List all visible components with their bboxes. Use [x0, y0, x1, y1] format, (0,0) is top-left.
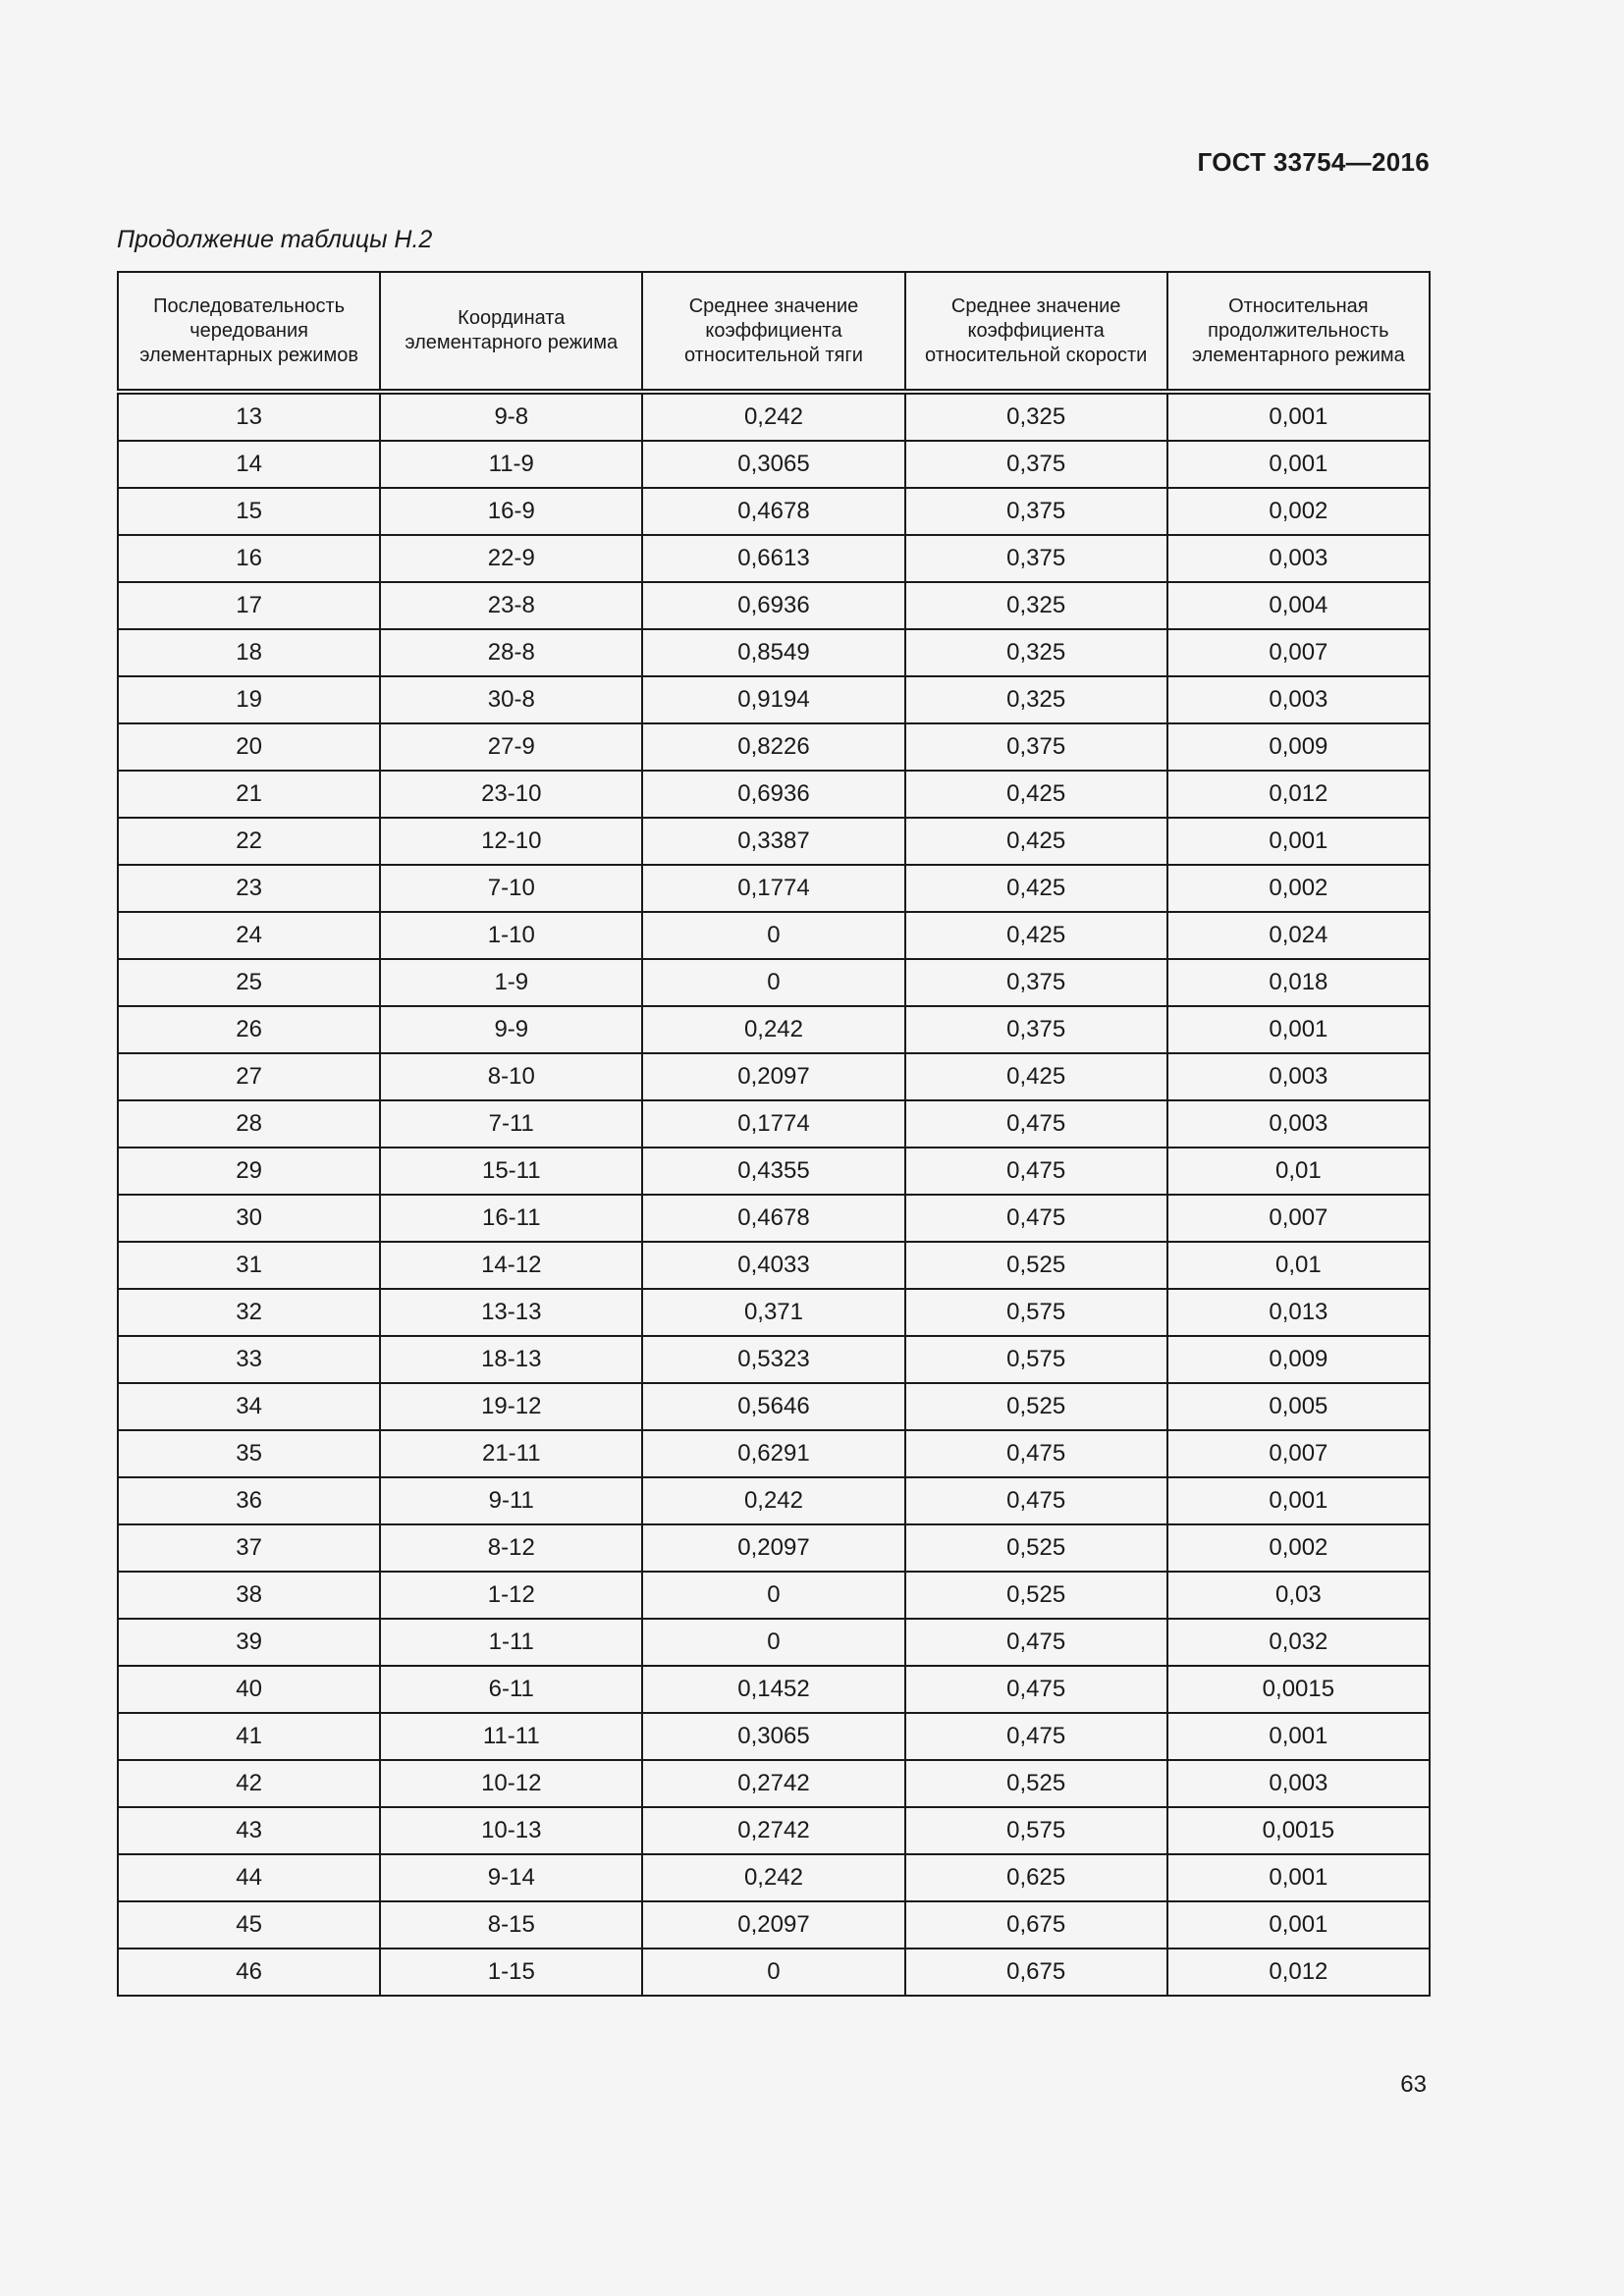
- cell-coordinate: 30-8: [380, 676, 642, 723]
- cell-speed: 0,475: [905, 1100, 1167, 1148]
- cell-speed: 0,375: [905, 959, 1167, 1006]
- cell-speed: 0,575: [905, 1807, 1167, 1854]
- cell-sequence: 15: [118, 488, 380, 535]
- table-row: [118, 1430, 1430, 1477]
- cell-sequence: 30: [118, 1195, 380, 1242]
- cell-duration: 0,003: [1167, 676, 1430, 723]
- cell-thrust: 0,3065: [642, 1713, 904, 1760]
- cell-coordinate: 1-11: [380, 1619, 642, 1666]
- cell-sequence: 20: [118, 723, 380, 771]
- table-row: [118, 818, 1430, 865]
- page-number: 63: [1400, 2071, 1427, 2098]
- cell-coordinate: 10-13: [380, 1807, 642, 1854]
- column-header-speed: Среднее значение коэффициента относительной скорости: [905, 272, 1167, 392]
- cell-sequence: 26: [118, 1006, 380, 1053]
- cell-duration: 0,003: [1167, 1053, 1430, 1100]
- table-row: [118, 582, 1430, 629]
- cell-thrust: 0,6936: [642, 582, 904, 629]
- cell-duration: 0,0015: [1167, 1807, 1430, 1854]
- cell-coordinate: 18-13: [380, 1336, 642, 1383]
- cell-sequence: 24: [118, 912, 380, 959]
- cell-coordinate: 9-9: [380, 1006, 642, 1053]
- cell-coordinate: 11-11: [380, 1713, 642, 1760]
- cell-speed: 0,475: [905, 1477, 1167, 1524]
- cell-coordinate: 12-10: [380, 818, 642, 865]
- document-standard-number: ГОСТ 33754—2016: [1197, 147, 1430, 177]
- cell-duration: 0,003: [1167, 535, 1430, 582]
- table-row: [118, 1477, 1430, 1524]
- cell-coordinate: 1-10: [380, 912, 642, 959]
- cell-duration: 0,007: [1167, 629, 1430, 676]
- cell-thrust: 0,3065: [642, 441, 904, 488]
- table-row: [118, 676, 1430, 723]
- cell-thrust: 0,4355: [642, 1148, 904, 1195]
- table-row: [118, 1383, 1430, 1430]
- table-row: [118, 392, 1430, 441]
- table-row: [118, 1760, 1430, 1807]
- cell-speed: 0,375: [905, 488, 1167, 535]
- table-row: [118, 1006, 1430, 1053]
- cell-duration: 0,013: [1167, 1289, 1430, 1336]
- table-row: [118, 1619, 1430, 1666]
- cell-coordinate: 1-9: [380, 959, 642, 1006]
- column-header-duration: Относительная продолжительность элементарного режима: [1167, 272, 1430, 392]
- cell-duration: 0,002: [1167, 488, 1430, 535]
- table-row: [118, 1336, 1430, 1383]
- cell-speed: 0,475: [905, 1430, 1167, 1477]
- cell-coordinate: 22-9: [380, 535, 642, 582]
- cell-duration: 0,001: [1167, 1901, 1430, 1949]
- cell-coordinate: 11-9: [380, 441, 642, 488]
- cell-coordinate: 23-10: [380, 771, 642, 818]
- cell-speed: 0,525: [905, 1760, 1167, 1807]
- table-row: [118, 1901, 1430, 1949]
- cell-coordinate: 8-10: [380, 1053, 642, 1100]
- cell-speed: 0,525: [905, 1242, 1167, 1289]
- cell-coordinate: 9-8: [380, 392, 642, 441]
- cell-thrust: 0,242: [642, 392, 904, 441]
- cell-coordinate: 15-11: [380, 1148, 642, 1195]
- table-row: [118, 1713, 1430, 1760]
- cell-duration: 0,001: [1167, 1006, 1430, 1053]
- cell-duration: 0,012: [1167, 1949, 1430, 1996]
- cell-coordinate: 23-8: [380, 582, 642, 629]
- table-caption: Продолжение таблицы Н.2: [117, 226, 433, 253]
- cell-thrust: 0,8226: [642, 723, 904, 771]
- table-row: [118, 912, 1430, 959]
- cell-coordinate: 9-11: [380, 1477, 642, 1524]
- table-row: [118, 488, 1430, 535]
- cell-duration: 0,003: [1167, 1100, 1430, 1148]
- table-row: [118, 1807, 1430, 1854]
- cell-duration: 0,002: [1167, 1524, 1430, 1572]
- cell-speed: 0,475: [905, 1666, 1167, 1713]
- cell-speed: 0,475: [905, 1195, 1167, 1242]
- cell-coordinate: 1-12: [380, 1572, 642, 1619]
- cell-speed: 0,425: [905, 865, 1167, 912]
- cell-speed: 0,425: [905, 771, 1167, 818]
- cell-duration: 0,012: [1167, 771, 1430, 818]
- cell-speed: 0,475: [905, 1619, 1167, 1666]
- cell-sequence: 25: [118, 959, 380, 1006]
- cell-thrust: 0: [642, 1619, 904, 1666]
- table-row: [118, 1949, 1430, 1996]
- table-row: [118, 1100, 1430, 1148]
- cell-thrust: 0,5646: [642, 1383, 904, 1430]
- cell-thrust: 0,4678: [642, 1195, 904, 1242]
- table-row: [118, 629, 1430, 676]
- cell-thrust: 0,4033: [642, 1242, 904, 1289]
- cell-sequence: 42: [118, 1760, 380, 1807]
- cell-sequence: 28: [118, 1100, 380, 1148]
- table-row: [118, 535, 1430, 582]
- cell-coordinate: 19-12: [380, 1383, 642, 1430]
- cell-sequence: 27: [118, 1053, 380, 1100]
- cell-speed: 0,575: [905, 1289, 1167, 1336]
- table-row: [118, 1524, 1430, 1572]
- cell-sequence: 32: [118, 1289, 380, 1336]
- cell-sequence: 37: [118, 1524, 380, 1572]
- cell-coordinate: 7-11: [380, 1100, 642, 1148]
- cell-thrust: 0,4678: [642, 488, 904, 535]
- cell-thrust: 0,6291: [642, 1430, 904, 1477]
- cell-thrust: 0,242: [642, 1477, 904, 1524]
- column-header-thrust: Среднее значение коэффициента относительной тяги: [642, 272, 904, 392]
- cell-thrust: 0,1774: [642, 865, 904, 912]
- cell-coordinate: 27-9: [380, 723, 642, 771]
- cell-sequence: 43: [118, 1807, 380, 1854]
- cell-speed: 0,375: [905, 723, 1167, 771]
- cell-coordinate: 9-14: [380, 1854, 642, 1901]
- cell-thrust: 0: [642, 1572, 904, 1619]
- cell-speed: 0,325: [905, 676, 1167, 723]
- cell-sequence: 19: [118, 676, 380, 723]
- table-row: [118, 1242, 1430, 1289]
- table-row: [118, 771, 1430, 818]
- cell-speed: 0,525: [905, 1383, 1167, 1430]
- cell-coordinate: 28-8: [380, 629, 642, 676]
- cell-sequence: 18: [118, 629, 380, 676]
- cell-duration: 0,0015: [1167, 1666, 1430, 1713]
- cell-thrust: 0,5323: [642, 1336, 904, 1383]
- cell-speed: 0,625: [905, 1854, 1167, 1901]
- table-row: [118, 723, 1430, 771]
- cell-coordinate: 16-11: [380, 1195, 642, 1242]
- cell-sequence: 17: [118, 582, 380, 629]
- cell-coordinate: 8-12: [380, 1524, 642, 1572]
- cell-coordinate: 1-15: [380, 1949, 642, 1996]
- cell-speed: 0,575: [905, 1336, 1167, 1383]
- cell-speed: 0,525: [905, 1572, 1167, 1619]
- cell-coordinate: 16-9: [380, 488, 642, 535]
- cell-thrust: 0,2097: [642, 1901, 904, 1949]
- cell-sequence: 38: [118, 1572, 380, 1619]
- cell-sequence: 34: [118, 1383, 380, 1430]
- column-header-coordinate: Координата элементарного режима: [380, 272, 642, 392]
- table-row: [118, 865, 1430, 912]
- cell-speed: 0,675: [905, 1901, 1167, 1949]
- cell-speed: 0,325: [905, 629, 1167, 676]
- header-row: [118, 272, 1430, 392]
- cell-sequence: 40: [118, 1666, 380, 1713]
- cell-thrust: 0,6936: [642, 771, 904, 818]
- cell-duration: 0,018: [1167, 959, 1430, 1006]
- table-row: [118, 1666, 1430, 1713]
- cell-speed: 0,325: [905, 392, 1167, 441]
- cell-duration: 0,001: [1167, 392, 1430, 441]
- cell-thrust: 0,8549: [642, 629, 904, 676]
- cell-sequence: 33: [118, 1336, 380, 1383]
- cell-coordinate: 7-10: [380, 865, 642, 912]
- cell-duration: 0,007: [1167, 1195, 1430, 1242]
- cell-thrust: 0,2097: [642, 1053, 904, 1100]
- table-row: [118, 1572, 1430, 1619]
- cell-duration: 0,001: [1167, 1713, 1430, 1760]
- cell-sequence: 29: [118, 1148, 380, 1195]
- cell-coordinate: 6-11: [380, 1666, 642, 1713]
- table-row: [118, 1854, 1430, 1901]
- cell-duration: 0,001: [1167, 441, 1430, 488]
- cell-duration: 0,03: [1167, 1572, 1430, 1619]
- cell-speed: 0,375: [905, 441, 1167, 488]
- cell-duration: 0,009: [1167, 1336, 1430, 1383]
- cell-duration: 0,01: [1167, 1242, 1430, 1289]
- cell-sequence: 31: [118, 1242, 380, 1289]
- cell-speed: 0,525: [905, 1524, 1167, 1572]
- cell-sequence: 44: [118, 1854, 380, 1901]
- cell-thrust: 0,1452: [642, 1666, 904, 1713]
- cell-duration: 0,001: [1167, 818, 1430, 865]
- cell-thrust: 0: [642, 959, 904, 1006]
- cell-thrust: 0,2097: [642, 1524, 904, 1572]
- cell-duration: 0,01: [1167, 1148, 1430, 1195]
- cell-coordinate: 14-12: [380, 1242, 642, 1289]
- cell-duration: 0,032: [1167, 1619, 1430, 1666]
- cell-thrust: 0,3387: [642, 818, 904, 865]
- cell-sequence: 39: [118, 1619, 380, 1666]
- cell-thrust: 0,242: [642, 1006, 904, 1053]
- cell-thrust: 0: [642, 1949, 904, 1996]
- cell-speed: 0,425: [905, 1053, 1167, 1100]
- cell-sequence: 35: [118, 1430, 380, 1477]
- cell-sequence: 46: [118, 1949, 380, 1996]
- table-row: [118, 959, 1430, 1006]
- cell-thrust: 0,2742: [642, 1760, 904, 1807]
- cell-sequence: 36: [118, 1477, 380, 1524]
- cell-coordinate: 21-11: [380, 1430, 642, 1477]
- cell-sequence: 22: [118, 818, 380, 865]
- column-header-sequence: Последовательность чередования элементарных режимов: [118, 272, 380, 392]
- cell-sequence: 14: [118, 441, 380, 488]
- cell-duration: 0,009: [1167, 723, 1430, 771]
- cell-speed: 0,675: [905, 1949, 1167, 1996]
- cell-speed: 0,375: [905, 1006, 1167, 1053]
- table-header: [118, 272, 1430, 392]
- cell-sequence: 45: [118, 1901, 380, 1949]
- cell-thrust: 0,242: [642, 1854, 904, 1901]
- cell-thrust: 0,6613: [642, 535, 904, 582]
- table-body: [118, 392, 1430, 1996]
- cell-thrust: 0,9194: [642, 676, 904, 723]
- table-row: [118, 441, 1430, 488]
- cell-sequence: 21: [118, 771, 380, 818]
- cell-duration: 0,001: [1167, 1477, 1430, 1524]
- cell-speed: 0,425: [905, 818, 1167, 865]
- cell-coordinate: 8-15: [380, 1901, 642, 1949]
- cell-coordinate: 10-12: [380, 1760, 642, 1807]
- table-row: [118, 1148, 1430, 1195]
- cell-sequence: 13: [118, 392, 380, 441]
- cell-sequence: 16: [118, 535, 380, 582]
- table-row: [118, 1195, 1430, 1242]
- cell-thrust: 0,371: [642, 1289, 904, 1336]
- cell-thrust: 0: [642, 912, 904, 959]
- cell-duration: 0,024: [1167, 912, 1430, 959]
- cell-speed: 0,475: [905, 1713, 1167, 1760]
- cell-duration: 0,002: [1167, 865, 1430, 912]
- data-table-container: [117, 271, 1431, 1997]
- cell-thrust: 0,1774: [642, 1100, 904, 1148]
- table-row: [118, 1053, 1430, 1100]
- cell-speed: 0,475: [905, 1148, 1167, 1195]
- cell-duration: 0,003: [1167, 1760, 1430, 1807]
- cell-speed: 0,425: [905, 912, 1167, 959]
- cell-speed: 0,375: [905, 535, 1167, 582]
- cell-duration: 0,001: [1167, 1854, 1430, 1901]
- cell-sequence: 23: [118, 865, 380, 912]
- cell-duration: 0,005: [1167, 1383, 1430, 1430]
- table-row: [118, 1289, 1430, 1336]
- cell-speed: 0,325: [905, 582, 1167, 629]
- cell-duration: 0,007: [1167, 1430, 1430, 1477]
- data-table: [117, 271, 1431, 1997]
- cell-sequence: 41: [118, 1713, 380, 1760]
- cell-coordinate: 13-13: [380, 1289, 642, 1336]
- cell-duration: 0,004: [1167, 582, 1430, 629]
- cell-thrust: 0,2742: [642, 1807, 904, 1854]
